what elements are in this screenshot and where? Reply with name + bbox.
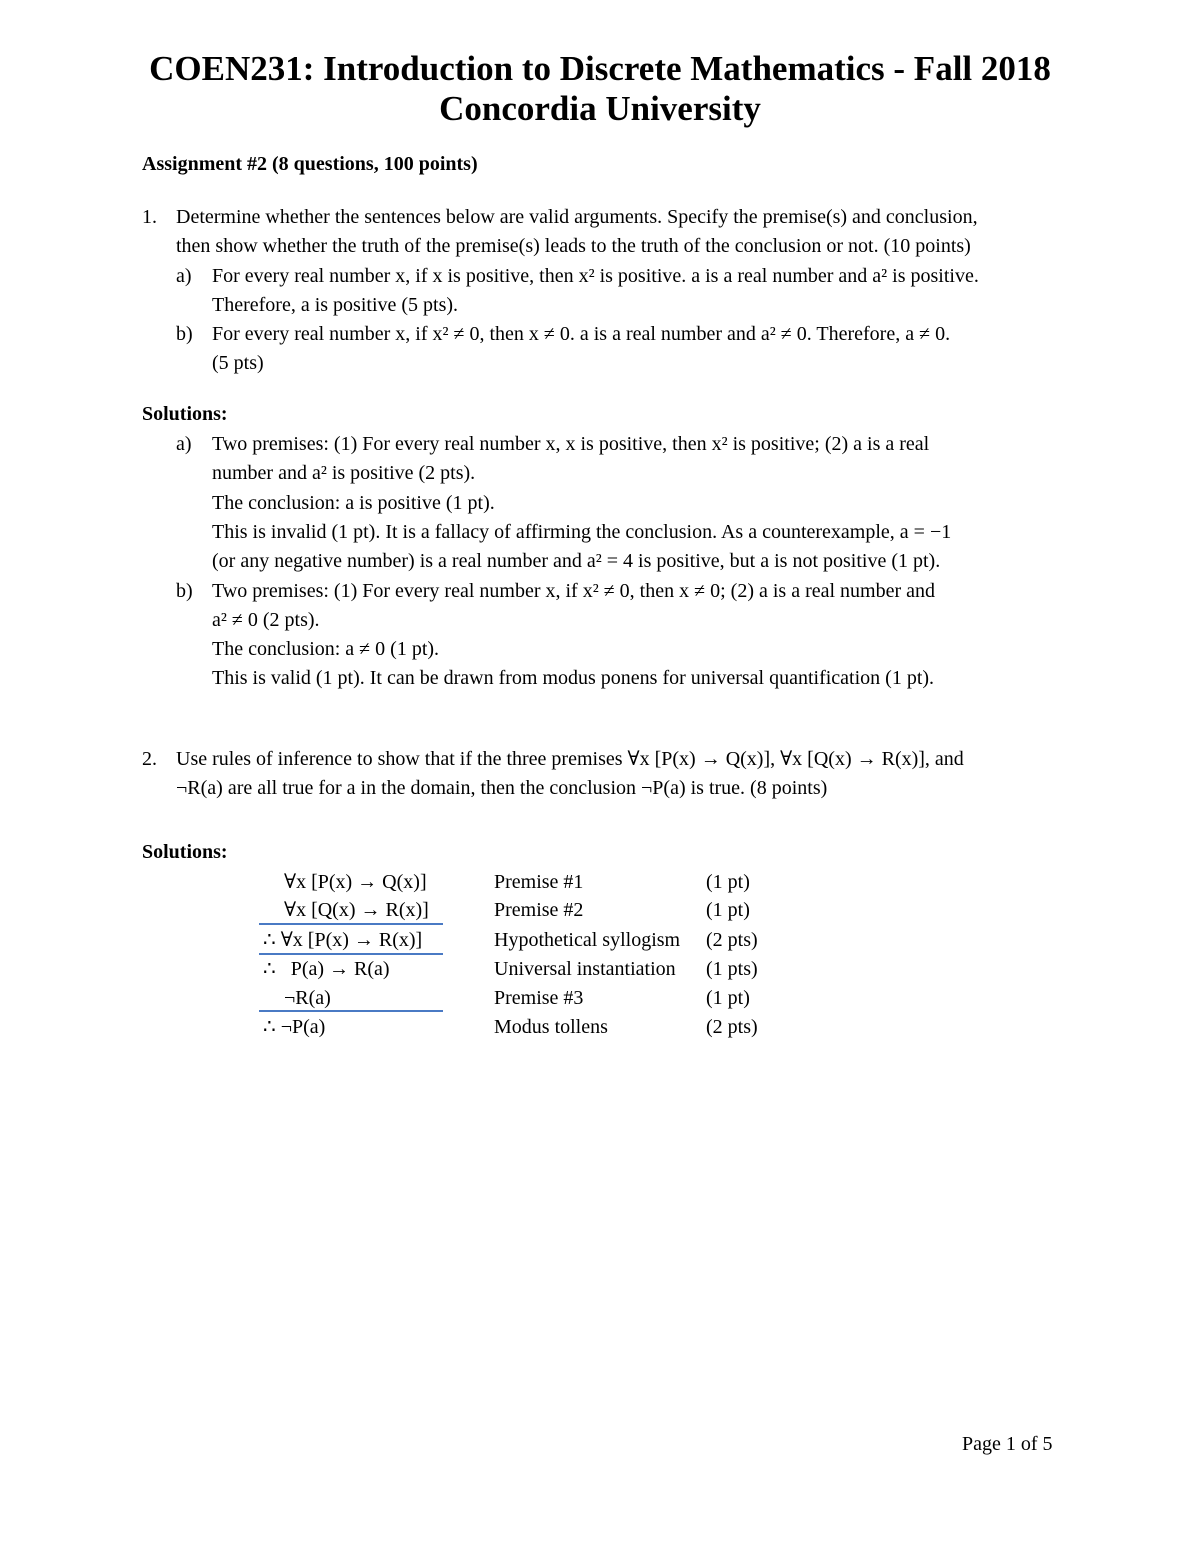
q1b-marker: b) bbox=[176, 323, 193, 345]
title-line-1: COEN231: Introduction to Discrete Mathematics - Fall 2018 bbox=[149, 49, 1051, 88]
proof-points-5: (1 pt) bbox=[706, 987, 750, 1009]
proof-reason-1: Premise #1 bbox=[494, 871, 584, 893]
sol1b-marker: b) bbox=[176, 580, 193, 602]
proof-reason-5: Premise #3 bbox=[494, 987, 584, 1009]
sol1b-line-1: Two premises: (1) For every real number x, if x² ≠ 0, then x ≠ 0; (2) a is a real number and bbox=[212, 580, 936, 602]
q1a-marker: a) bbox=[176, 265, 192, 287]
q1a-line-2: Therefore, a is positive (5 pts). bbox=[212, 294, 459, 316]
sol1a-line-5: (or any negative number) is a real number and a² = 4 is positive, but a is not positive (1 pt). bbox=[212, 550, 941, 572]
q2-line-1: Use rules of inference to show that if the three premises ∀x [P(x) → Q(x)], ∀x [Q(x) → R(x)], and bbox=[176, 748, 964, 770]
proof-inference-line-2 bbox=[259, 953, 443, 955]
proof-points-1: (1 pt) bbox=[706, 871, 750, 893]
q1a-line-1: For every real number x, if x is positive, then x² is positive. a is a real number and a² is positive. bbox=[212, 265, 979, 287]
sol1a-line-3: The conclusion: a is positive (1 pt). bbox=[212, 492, 495, 514]
sol1b-line-4: This is valid (1 pt). It can be drawn from modus ponens for universal quantification (1 pt). bbox=[212, 667, 935, 689]
sol1a-line-1: Two premises: (1) For every real number x, x is positive, then x² is positive; (2) a is a real bbox=[212, 433, 930, 455]
title-line-2: Concordia University bbox=[439, 89, 761, 128]
proof-inference-line-3 bbox=[259, 1010, 443, 1012]
sol1-heading-text: Solutions: bbox=[142, 403, 228, 425]
proof-reason-3: Hypothetical syllogism bbox=[494, 929, 681, 951]
proof-statement-6: ∴ ¬P(a) bbox=[263, 1016, 326, 1038]
proof-points-3: (2 pts) bbox=[706, 929, 758, 951]
proof-statement-3: ∴ ∀x [P(x) → R(x)] bbox=[263, 929, 423, 951]
q1b-line-1: For every real number x, if x² ≠ 0, then x ≠ 0. a is a real number and a² ≠ 0. Therefore, a ≠ 0. bbox=[212, 323, 951, 345]
proof-statement-4: ∴ P(a) → R(a) bbox=[263, 958, 390, 980]
sol1a-marker: a) bbox=[176, 433, 192, 455]
q1b-line-2: (5 pts) bbox=[212, 352, 264, 374]
proof-reason-4: Universal instantiation bbox=[494, 958, 676, 980]
q2-number: 2. bbox=[142, 748, 157, 770]
sol2-heading-text: Solutions: bbox=[142, 841, 228, 863]
proof-inference-line-1 bbox=[259, 923, 443, 925]
proof-statement-1: ∀x [P(x) → Q(x)] bbox=[284, 871, 427, 893]
proof-statement-2: ∀x [Q(x) → R(x)] bbox=[284, 899, 429, 921]
sol1a-line-4: This is invalid (1 pt). It is a fallacy of affirming the conclusion. As a counterexample, a = −1 bbox=[212, 521, 952, 543]
assignment-label: Assignment #2 bbox=[142, 153, 268, 175]
proof-reason-2: Premise #2 bbox=[494, 899, 584, 921]
assignment-info: (8 questions, 100 points) bbox=[272, 153, 478, 175]
sol1a-line-2: number and a² is positive (2 pts). bbox=[212, 462, 476, 484]
q1-number: 1. bbox=[142, 206, 157, 228]
proof-statement-5: ¬R(a) bbox=[284, 987, 331, 1009]
sol1b-line-2: a² ≠ 0 (2 pts). bbox=[212, 609, 320, 631]
q2-line-2: ¬R(a) are all true for a in the domain, then the conclusion ¬P(a) is true. (8 points) bbox=[176, 777, 828, 799]
sol1-heading bbox=[142, 402, 228, 426]
proof-points-2: (1 pt) bbox=[706, 899, 750, 921]
proof-points-6: (2 pts) bbox=[706, 1016, 758, 1038]
q1-line-1: Determine whether the sentences below are valid arguments. Specify the premise(s) and conclusion, bbox=[176, 206, 978, 228]
sol1b-line-3: The conclusion: a ≠ 0 (1 pt). bbox=[212, 638, 440, 660]
proof-reason-6: Modus tollens bbox=[494, 1016, 608, 1038]
sol2-heading bbox=[142, 840, 228, 864]
proof-points-4: (1 pts) bbox=[706, 958, 758, 980]
q1-line-2: then show whether the truth of the premise(s) leads to the truth of the conclusion or not. (10 points) bbox=[176, 235, 971, 257]
assignment-heading bbox=[142, 152, 478, 176]
page-number: Page 1 of 5 bbox=[962, 1433, 1053, 1455]
